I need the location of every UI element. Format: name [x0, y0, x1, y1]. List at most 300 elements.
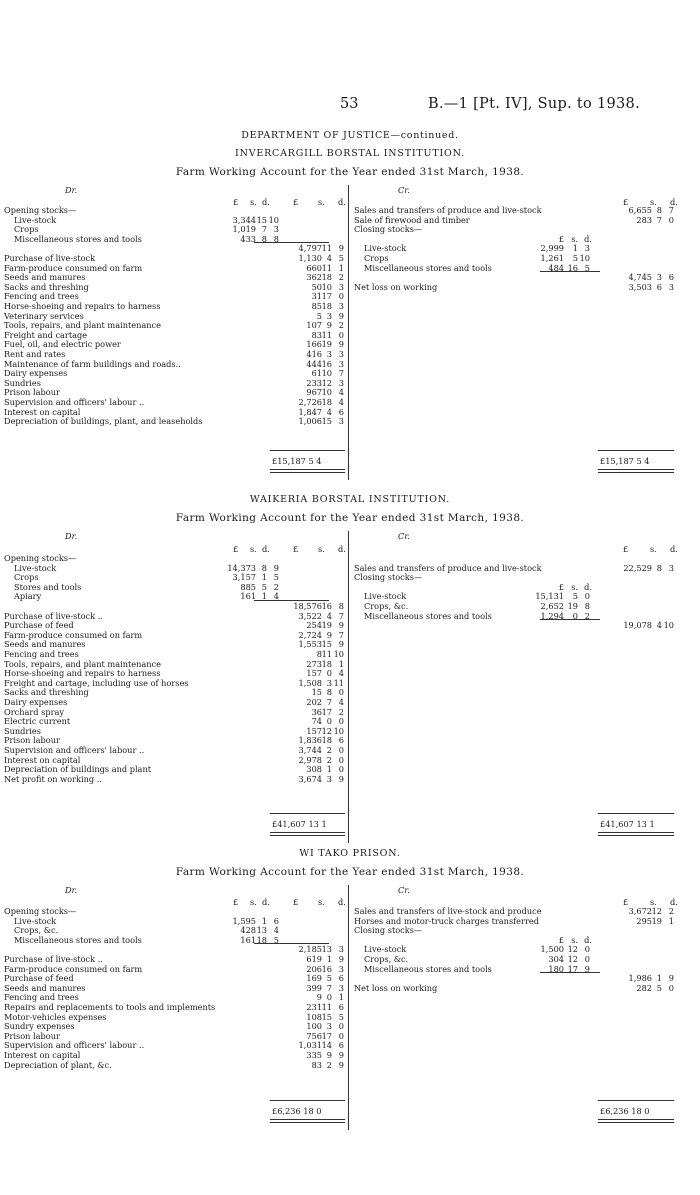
amount-l: 157 [306, 725, 322, 736]
amount-s: 17 [321, 291, 332, 302]
amount-l: 85 [311, 301, 322, 311]
row-label: Interest on capital [4, 1050, 81, 1060]
amount-l: 2,652 [540, 601, 564, 611]
amount-l: 166 [306, 339, 322, 350]
row-label: Live-stock [364, 944, 407, 955]
amount-d: 9 [338, 1059, 344, 1070]
amount-s: 1 [261, 572, 267, 583]
total-rule [270, 450, 345, 451]
amount-s: 6 [656, 281, 662, 292]
row-label: Depreciation of buildings, plant, and leaseholds [4, 416, 203, 427]
amount-d: 4 [338, 668, 344, 679]
amount-s: 13 [321, 944, 332, 955]
row-label: Depreciation of buildings and plant [4, 764, 152, 775]
cr-grand-total: £6,236 18 0 [600, 1106, 650, 1116]
amount-d: 9 [338, 954, 344, 964]
row-label: Horse-shoeing and repairs to harness [4, 668, 161, 679]
amount-s: 19 [567, 601, 578, 611]
dr-grand-total: £41,607 13 1 [272, 819, 327, 829]
amount-s: 0 [326, 992, 332, 1003]
row-label: Rent and rates [4, 349, 66, 359]
amount-s: 16 [567, 262, 578, 273]
amount-l: 1,986 [628, 973, 652, 984]
amount-d: 7 [338, 610, 344, 621]
row-label: Net profit on working .. [4, 773, 102, 784]
amount-s: 10 [321, 368, 332, 379]
amount-l: 3,744 [298, 745, 322, 755]
amount-l: 107 [306, 320, 322, 331]
amount-d: 0 [338, 745, 344, 755]
row-label: Sacks and threshing [4, 687, 89, 698]
row-label: Motor-vehicles expenses [4, 1011, 107, 1022]
currency-unit-header: d. [338, 897, 346, 907]
amount-s: 10 [321, 387, 332, 398]
amount-l: 22,529 [623, 562, 652, 573]
amount-s: 18 [321, 301, 332, 311]
row-label: Opening stocks— [4, 553, 77, 563]
amount-s: 12 [651, 906, 662, 916]
amount-s: 12 [321, 377, 332, 388]
amount-d: 3 [584, 243, 590, 254]
amount-d: 8 [584, 601, 590, 611]
amount-d: 6 [338, 735, 344, 746]
currency-unit-header: d. [584, 934, 592, 945]
amount-d: 7 [668, 205, 674, 215]
amount-s: 7 [326, 982, 332, 993]
amount-l: 180 [548, 963, 564, 974]
column-divider [348, 185, 349, 480]
amount-s: 3 [326, 310, 332, 321]
currency-unit-header: £ [558, 233, 564, 244]
row-label: Live-stock [14, 562, 57, 573]
currency-unit-header: s. [318, 544, 325, 554]
amount-l: 3,672 [628, 906, 652, 916]
amount-d: 3 [338, 349, 344, 359]
row-label: Maintenance of farm buildings and roads.. [4, 358, 181, 369]
total-rule [270, 1100, 345, 1101]
amount-l: 304 [548, 954, 564, 964]
amount-l: 8 [316, 649, 322, 659]
dr-label: Dr. [65, 185, 78, 195]
amount-s: 15 [321, 1011, 332, 1022]
amount-l: 433 [240, 233, 256, 244]
amount-s: 3 [656, 272, 662, 283]
row-label: Miscellaneous stores and tools [364, 610, 492, 621]
amount-s: 8 [261, 233, 267, 244]
row-label: Sales and transfers of produce and live-stock [354, 205, 542, 215]
currency-unit-header: s. [250, 544, 257, 554]
amount-l: 1,508 [298, 677, 322, 688]
amount-s: 15 [321, 416, 332, 427]
dr-grand-total: £6,236 18 0 [272, 1106, 322, 1116]
currency-unit-header: £ [558, 934, 564, 945]
amount-d: 3 [338, 301, 344, 311]
amount-s: 14 [321, 1040, 332, 1051]
amount-s: 4 [326, 610, 332, 621]
row-label: Dairy expenses [4, 697, 68, 707]
row-label: Purchase of live-stock [4, 253, 96, 263]
currency-unit-header: d. [584, 581, 592, 592]
amount-d: 0 [338, 764, 344, 775]
currency-unit-header: d. [584, 233, 592, 244]
row-label: Crops [14, 224, 39, 235]
row-label: Miscellaneous stores and tools [14, 233, 142, 244]
currency-unit-header: s. [650, 544, 657, 554]
row-label: Freight and cartage, including use of horses [4, 677, 189, 688]
row-label: Closing stocks— [354, 572, 423, 583]
amount-l: 6,655 [628, 205, 652, 215]
row-label: Interest on capital [4, 754, 81, 765]
amount-d: 9 [338, 1050, 344, 1060]
currency-unit-header: s. [250, 897, 257, 907]
ledger-row [354, 620, 674, 631]
amount-l: 14,373 [227, 562, 256, 573]
row-label: Live-stock [14, 915, 57, 926]
row-label: Sale of firewood and timber [354, 214, 470, 225]
amount-s: 17 [567, 963, 578, 974]
currency-unit-header: s. [571, 233, 578, 244]
total-double-rule [598, 832, 674, 836]
amount-l: 169 [306, 973, 322, 984]
amount-l: 335 [306, 1050, 322, 1060]
amount-d: 5 [273, 934, 279, 945]
amount-l: 416 [306, 349, 322, 359]
cr-label: Cr. [398, 531, 410, 541]
currency-unit-header: £ [293, 544, 299, 554]
row-label: Crops, &c. [364, 954, 409, 964]
amount-d: 0 [584, 591, 590, 602]
cr-grand-total: £41,607 13 1 [600, 819, 655, 829]
row-label: Electric current [4, 716, 71, 727]
amount-d: 9 [584, 963, 590, 974]
row-label: Horses and motor-truck charges transferred [354, 915, 539, 926]
row-label: Freight and cartage [4, 329, 88, 340]
currency-unit-header: d. [338, 197, 346, 207]
currency-unit-header: s. [250, 197, 257, 207]
page-number: 53 [340, 96, 359, 112]
amount-s: 15 [321, 639, 332, 650]
currency-unit-header: d. [262, 197, 270, 207]
row-label: Live-stock [364, 591, 407, 602]
amount-d: 2 [584, 610, 590, 621]
amount-d: 0 [338, 687, 344, 698]
amount-l: 15,131 [535, 591, 564, 602]
amount-s: 12 [321, 725, 332, 736]
amount-d: 0 [338, 1030, 344, 1041]
row-label: Supervision and officers' labour .. [4, 1040, 145, 1051]
amount-d: 3 [668, 562, 674, 573]
row-label: Veterinary services [4, 310, 84, 321]
amount-d: 10 [333, 725, 344, 736]
amount-s: 1 [326, 954, 332, 964]
amount-d: 9 [338, 773, 344, 784]
row-label: Seeds and manures [4, 982, 86, 993]
column-divider [348, 531, 349, 843]
amount-s: 3 [326, 677, 332, 688]
total-double-rule [598, 469, 674, 473]
row-label: Interest on capital [4, 406, 81, 417]
amount-d: 2 [338, 272, 344, 283]
amount-l: 283 [636, 214, 652, 225]
amount-l: 19,078 [623, 620, 652, 631]
row-label: Opening stocks— [4, 906, 77, 916]
currency-unit-header: s. [650, 197, 657, 207]
amount-l: 1,006 [298, 416, 322, 427]
row-label: Purchase of live-stock .. [4, 954, 103, 964]
dr-grand-total: £15,187 5 4 [272, 456, 322, 466]
row-label: Apiary [14, 591, 42, 602]
amount-s: 11 [321, 262, 332, 273]
row-label: Supervision and officers' labour .. [4, 397, 145, 407]
row-label: Sundries [4, 377, 41, 388]
row-label: Purchase of live-stock .. [4, 610, 103, 621]
currency-unit-header: d. [262, 897, 270, 907]
amount-d: 8 [273, 233, 279, 244]
amount-d: 3 [338, 377, 344, 388]
cr-label: Cr. [398, 885, 410, 895]
dr-label: Dr. [65, 885, 78, 895]
currency-unit-header: s. [571, 581, 578, 592]
amount-l: 428 [240, 925, 256, 936]
currency-unit-header: s. [318, 197, 325, 207]
amount-l: 2,185 [298, 944, 322, 955]
amount-d: 0 [338, 1021, 344, 1032]
amount-d: 1 [338, 658, 344, 669]
amount-s: 1 [656, 973, 662, 984]
amount-s: 18 [321, 658, 332, 669]
amount-d: 6 [338, 1040, 344, 1051]
amount-s: 8 [326, 687, 332, 698]
total-rule [598, 450, 674, 451]
amount-l: 74 [311, 716, 322, 727]
total-double-rule [270, 1119, 345, 1123]
amount-s: 3 [326, 1021, 332, 1032]
account-title: Farm Working Account for the Year ended 31st March, 1938. [175, 512, 525, 524]
row-label: Farm-produce consumed on farm [4, 629, 143, 640]
amount-l: 83 [311, 1059, 322, 1070]
institution-heading: INVERCARGILL BORSTAL INSTITUTION. [235, 148, 465, 159]
column-divider [348, 885, 349, 1130]
currency-unit-header: £ [293, 897, 299, 907]
amount-s: 7 [261, 224, 267, 235]
amount-d: 4 [338, 697, 344, 707]
amount-d: 4 [273, 591, 279, 602]
amount-d: 5 [273, 572, 279, 583]
amount-l: 967 [306, 387, 322, 398]
dr-label: Dr. [65, 531, 78, 541]
amount-d: 3 [338, 281, 344, 292]
amount-l: 619 [306, 954, 322, 964]
amount-l: 1,019 [232, 224, 256, 235]
institution-heading: WAIKERIA BORSTAL INSTITUTION. [249, 494, 451, 505]
account-title: Farm Working Account for the Year ended 31st March, 1938. [175, 166, 525, 178]
amount-s: 9 [326, 629, 332, 640]
amount-l: 61 [311, 368, 322, 379]
amount-s: 16 [321, 963, 332, 974]
row-label: Miscellaneous stores and tools [14, 934, 142, 945]
currency-unit-header: £ [623, 544, 629, 554]
row-label: Depreciation of plant, &c. [4, 1059, 112, 1070]
row-label: Crops [14, 572, 39, 583]
amount-l: 254 [306, 620, 322, 631]
amount-s: 7 [326, 697, 332, 707]
amount-d: 4 [338, 387, 344, 398]
row-label: Seeds and manures [4, 272, 86, 283]
amount-d: 5 [338, 253, 344, 263]
amount-s: 9 [326, 320, 332, 331]
amount-l: 206 [306, 963, 322, 974]
amount-l: 1,294 [540, 610, 564, 621]
currency-unit-header: £ [558, 581, 564, 592]
ledger-row [4, 1060, 344, 1071]
amount-d: 6 [668, 272, 674, 283]
currency-unit-header: d. [262, 544, 270, 554]
amount-s: 18 [321, 272, 332, 283]
amount-s: 4 [656, 620, 662, 631]
amount-s: 0 [326, 716, 332, 727]
row-label: Purchase of feed [4, 973, 74, 984]
row-label: Closing stocks— [354, 925, 423, 936]
currency-unit-header: d. [670, 544, 678, 554]
row-label: Crops, &c. [14, 925, 59, 936]
amount-l: 1,130 [298, 253, 322, 263]
amount-s: 1 [261, 591, 267, 602]
amount-s: 2 [326, 754, 332, 765]
amount-d: 0 [584, 944, 590, 955]
amount-d: 9 [338, 243, 344, 254]
amount-l: 157 [306, 668, 322, 679]
row-label: Sacks and threshing [4, 281, 89, 292]
amount-s: 8 [261, 562, 267, 573]
amount-s: 5 [572, 253, 578, 263]
row-label: Orchard spray [4, 706, 64, 717]
total-double-rule [270, 469, 345, 473]
row-label: Stores and tools [14, 581, 82, 592]
row-label: Fencing and trees [4, 992, 79, 1003]
amount-l: 660 [306, 262, 322, 273]
amount-d: 6 [338, 406, 344, 417]
amount-l: 273 [306, 658, 322, 669]
amount-s: 2 [326, 745, 332, 755]
department-heading: DEPARTMENT OF JUSTICE—continued. [241, 130, 459, 141]
amount-s: 12 [567, 944, 578, 955]
amount-l: 1,836 [298, 735, 322, 746]
amount-s: 11 [321, 329, 332, 340]
amount-d: 0 [338, 754, 344, 765]
row-label: Net loss on working [354, 982, 438, 993]
amount-d: 3 [338, 944, 344, 955]
row-label: Miscellaneous stores and tools [364, 262, 492, 273]
amount-l: 18,576 [293, 601, 322, 611]
amount-d: 0 [338, 329, 344, 340]
amount-l: 3,157 [232, 572, 256, 583]
amount-s: 8 [656, 562, 662, 573]
amount-s: 18 [321, 397, 332, 407]
amount-l: 3,344 [232, 214, 256, 225]
amount-l: 282 [636, 982, 652, 993]
amount-d: 5 [584, 262, 590, 273]
amount-s: 1 [326, 764, 332, 775]
amount-l: 161 [240, 591, 256, 602]
amount-d: 7 [338, 368, 344, 379]
amount-d: 11 [333, 677, 344, 688]
row-label: Prison labour [4, 735, 60, 746]
amount-d: 2 [273, 581, 279, 592]
amount-l: 1,261 [540, 253, 564, 263]
row-label: Live-stock [14, 214, 57, 225]
amount-l: 3,522 [298, 610, 322, 621]
amount-d: 10 [663, 620, 674, 631]
ledger-row [4, 416, 344, 427]
total-double-rule [598, 1119, 674, 1123]
amount-l: 15 [311, 687, 322, 698]
amount-d: 10 [579, 253, 590, 263]
amount-s: 12 [567, 954, 578, 964]
amount-l: 100 [306, 1021, 322, 1032]
row-label: Sundry expenses [4, 1021, 75, 1032]
amount-s: 4 [326, 253, 332, 263]
amount-d: 1 [338, 262, 344, 273]
amount-s: 2 [326, 1059, 332, 1070]
currency-unit-header: £ [233, 897, 239, 907]
amount-s: 19 [651, 915, 662, 926]
row-label: Farm-produce consumed on farm [4, 963, 143, 974]
amount-l: 1,847 [298, 406, 322, 417]
amount-d: 0 [338, 716, 344, 727]
currency-unit-header: £ [293, 197, 299, 207]
amount-s: 11 [321, 1002, 332, 1012]
amount-d: 5 [338, 1011, 344, 1022]
amount-l: 295 [636, 915, 652, 926]
row-label: Seeds and manures [4, 639, 86, 650]
row-label: Live-stock [364, 243, 407, 254]
amount-l: 36 [311, 706, 322, 717]
amount-l: 4,797 [298, 243, 322, 254]
amount-l: 444 [306, 358, 322, 369]
amount-s: 10 [321, 281, 332, 292]
amount-s: 3 [326, 349, 332, 359]
row-label: Sales and transfers of produce and live-stock [354, 562, 542, 573]
amount-d: 6 [273, 915, 279, 926]
currency-unit-header: d. [670, 897, 678, 907]
row-label: Horse-shoeing and repairs to harness [4, 301, 161, 311]
row-label: Repairs and replacements to tools and implements [4, 1002, 216, 1012]
amount-d: 0 [668, 982, 674, 993]
amount-s: 19 [321, 339, 332, 350]
cr-label: Cr. [398, 185, 410, 195]
amount-l: 108 [306, 1011, 322, 1022]
amount-l: 2,978 [298, 754, 322, 765]
account-title: Farm Working Account for the Year ended 31st March, 1938. [175, 866, 525, 878]
amount-l: 885 [240, 581, 256, 592]
amount-l: 1,595 [232, 915, 256, 926]
amount-s: 18 [256, 934, 267, 945]
currency-unit-header: s. [318, 897, 325, 907]
amount-s: 1 [261, 915, 267, 926]
amount-s: 5 [656, 982, 662, 993]
amount-l: 161 [240, 934, 256, 945]
row-label: Tools, repairs, and plant maintenance [4, 320, 161, 331]
row-label: Crops, &c. [364, 601, 409, 611]
row-label: Prison labour [4, 1030, 60, 1041]
amount-d: 2 [668, 906, 674, 916]
row-label: Fencing and trees [4, 649, 79, 659]
amount-l: 484 [548, 262, 564, 273]
amount-s: 8 [656, 205, 662, 215]
amount-d: 2 [338, 320, 344, 331]
amount-s: 5 [261, 581, 267, 592]
row-label: Farm-produce consumed on farm [4, 262, 143, 273]
